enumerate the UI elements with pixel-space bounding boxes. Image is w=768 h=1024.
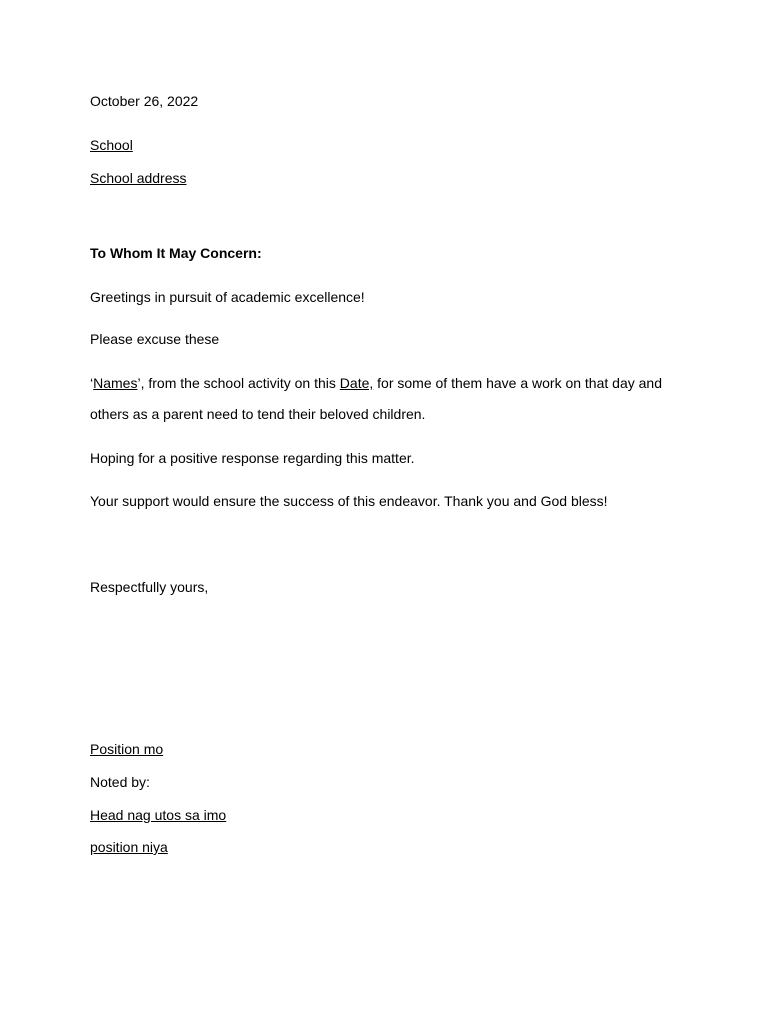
salutation: To Whom It May Concern:: [90, 245, 262, 261]
body-paragraph-2: [90, 375, 662, 391]
head-name: Head nag utos sa imo: [90, 807, 227, 823]
names-placeholder: Names: [93, 375, 138, 391]
greeting: Greetings in pursuit of academic excellence!: [90, 289, 365, 305]
body-text-after-names: ’, from the school activity on this: [137, 375, 340, 391]
head-position: position niya: [90, 839, 168, 855]
sender-position: Position mo: [90, 741, 164, 757]
letter-date: October 26, 2022: [90, 93, 199, 109]
body-paragraph-4: Your support would ensure the success of this endeavor. Thank you and God bless!: [90, 493, 608, 509]
body-paragraph-1: Please excuse these: [90, 331, 220, 347]
body-text-after-date: for some of them have a work on that day and: [373, 375, 662, 391]
noted-by-label: Noted by:: [90, 774, 150, 790]
open-quote: ‘: [90, 375, 94, 391]
closing: Respectfully yours,: [90, 579, 209, 595]
body-paragraph-2-continued: others as a parent need to tend their beloved children.: [90, 406, 426, 422]
recipient-name: School: [90, 137, 133, 153]
body-paragraph-3: Hoping for a positive response regarding this matter.: [90, 450, 415, 466]
date-placeholder: Date,: [339, 375, 374, 391]
recipient-address: School address: [90, 170, 187, 186]
